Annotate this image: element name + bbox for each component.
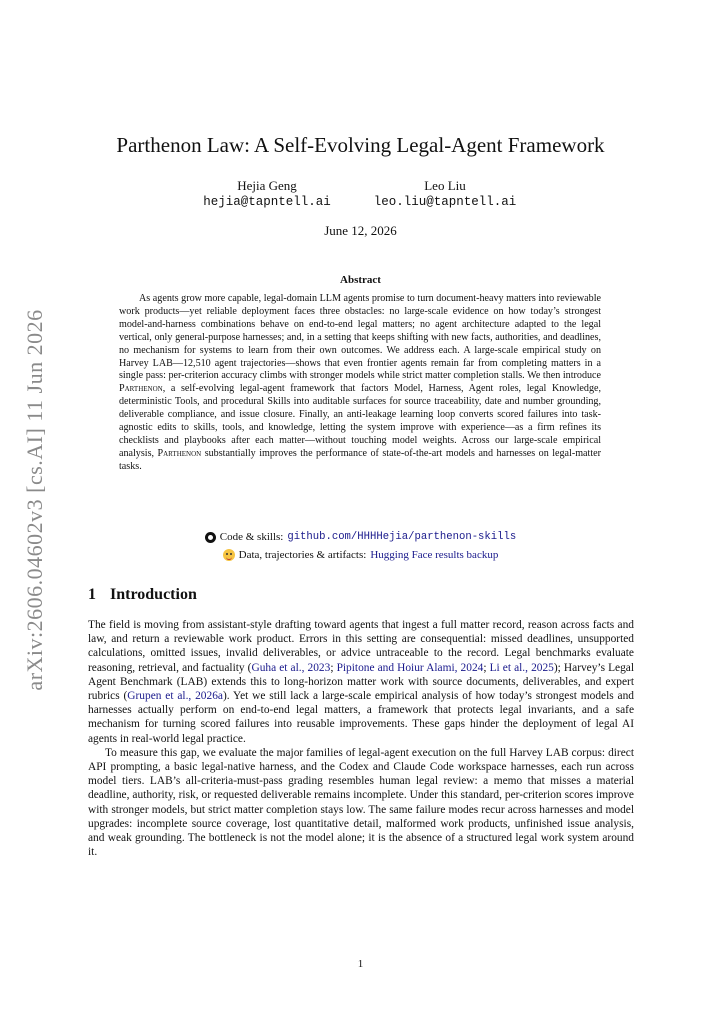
citation-separator: ; [483, 661, 490, 674]
resource-links [0, 528, 721, 564]
framework-name: Parthenon [157, 447, 202, 459]
paragraph [88, 618, 634, 746]
arxiv-identifier: arXiv:2606.04602v3 [cs.AI] 11 Jun 2026 [22, 309, 47, 691]
author-name: Hejia Geng [237, 178, 297, 193]
paragraph-text: ). Yet we still lack a large-scale empirical analysis of how today’s strongest models and harnesses actually perform on end-to-end legal matters, a framework that protects legal invariants, and a safe mechanism for turning scored failures into reusable improvements. These gaps hinder the deployment of legal AI agents in real-world legal practice. [88, 690, 634, 745]
abstract-heading: Abstract [340, 274, 381, 286]
data-link[interactable]: Hugging Face results backup [370, 549, 499, 561]
author-email: hejia@tapntell.ai [203, 195, 331, 209]
citation-link[interactable]: Li et al., 2025 [489, 661, 554, 674]
paper-date: June 12, 2026 [324, 223, 397, 238]
code-link-line [0, 528, 721, 546]
paragraph: To measure this gap, we evaluate the major families of legal-agent execution on the full Harvey LAB corpus: direct API prompting, a basic legal-native harness, and the Codex and Claude Code workspace harnesses, each run across model tiers. LAB’s all-criteria-must-pass grading resembles human legal review: a memo that misses a material deadline, authority, risk, or requested deliverable remains incomplete. Under this standard, per-criterion scores improve with stronger models, but strict matter completion stays low. The same failure modes recur across harnesses and model upgrades: incomplete source coverage, lost quantitative detail, malformed work products, unfinished issue analysis, and weak grounding. The bottleneck is not the model alone; it is the absence of a structured legal work system around it. [88, 746, 634, 859]
paragraph-text: ); Harvey’s Legal Agent Benchmark (LAB) extends this to long-horizon matter work with source documents, deliverables, and expert rubrics ( [88, 661, 635, 703]
abstract-text: substantially improves the performance of state-of-the-art models and harnesses on legal-matter tasks. [119, 447, 601, 472]
citation-link[interactable]: Guha et al., 2023 [251, 661, 331, 674]
citation-link[interactable]: Pipitone and Hoiur Alami, 2024 [336, 661, 484, 674]
section-heading [88, 586, 197, 604]
abstract-body [119, 293, 601, 474]
code-label: Code & skills: [219, 531, 284, 543]
data-label: Data, trajectories & artifacts: [238, 549, 367, 561]
author-name: Leo Liu [424, 178, 466, 193]
page-number: 1 [357, 958, 364, 970]
abstract-text: , a self-evolving legal-agent framework that factors Model, Harness, Agent roles, legal Knowledge, deterministic Tools, and procedural Skills into auditable surfaces for source traceability, date and number grounding, deliverable compliance, and issue closure. Finally, an anti-leakage learning loop converts scored failures into task-agnostic edits to skills, tools, and knowledge, letting the system improve with experience—as a firm refines its checklists and playbooks after each matter—without touching model weights. Across our large-scale empirical analysis, [119, 383, 601, 459]
abstract-text: As agents grow more capable, legal-domain LLM agents promise to turn document-heavy matters into reviewable work products—yet reliable deployment faces three obstacles: no large-scale evidence on how today’s strongest model-and-harness combinations behave on end-to-end legal matters; no agent architecture adapted to the legal vertical, only general-purpose harnesses; and, in a setting that keeps shifting with new facts, authorities, and deadlines, no mechanism for systems to learn from their own outcomes. We address each. A large-scale empirical study on Harvey LAB—12,510 agent trajectories—shows that even frontier agents remain far from completing matters in a single pass: per-criterion accuracy climbs with stronger models while strict matter completion stalls. We then introduce [119, 293, 601, 382]
author-email: leo.liu@tapntell.ai [373, 195, 517, 209]
section-number: 1 [88, 586, 96, 603]
data-link-line [0, 546, 721, 564]
hugging-face-icon [223, 549, 235, 561]
introduction-body [88, 618, 634, 859]
github-icon [205, 532, 216, 543]
paragraph-text: The field is moving from assistant-style drafting toward agents that ingest a full matter record, reason across facts and law, and return a reviewable work product. Errors in this setting are consequential: missed deadlines, unsupported calculations, omitted issues, invalid deliverables, or advice untraceable to the record. Legal benchmarks evaluate reasoning, retrieval, and factuality ( [88, 619, 634, 674]
section-title: Introduction [110, 586, 197, 603]
framework-name: Parthenon [119, 383, 163, 395]
arxiv-sidebar [15, 300, 55, 700]
paper-title: Parthenon Law: A Self-Evolving Legal-Agent Framework [116, 133, 605, 157]
citation-link[interactable]: Grupen et al., 2026a [127, 690, 223, 703]
citation-separator: ; [330, 661, 337, 674]
author-1 [167, 177, 367, 211]
code-link[interactable]: github.com/HHHHejia/parthenon-skills [287, 531, 517, 543]
author-2 [345, 177, 545, 211]
